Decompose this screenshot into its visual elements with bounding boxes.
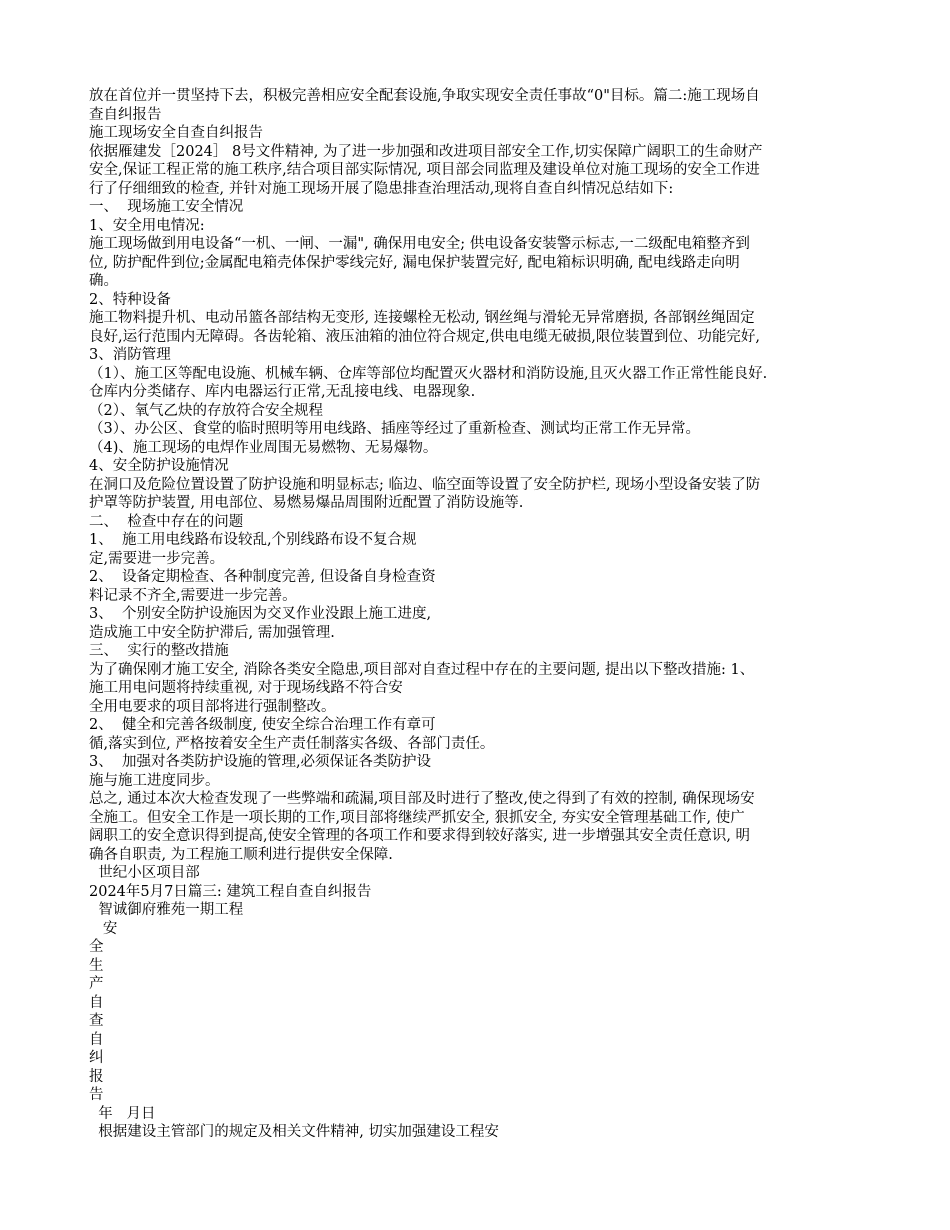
text-line: 施与施工进度同步。 bbox=[89, 772, 220, 789]
text-line: 造成施工中安全防护滞后, 需加强管理. bbox=[89, 624, 335, 641]
text-line: 施工物料提升机、电动吊篮各部结构无变形, 连接螺栓无松动, 钢丝绳与滑轮无异常磨损, 各部钢丝绳固定 bbox=[89, 310, 755, 326]
text-line: 施工用电问题将持续重视, 对于现场线路不符合安 bbox=[89, 680, 403, 696]
text-line: （1）、施工区等配电设施、机械车辆、仓库等部位均配置灭火器材和消防设施,且灭火器工作正常性能良好. bbox=[89, 365, 768, 382]
text-line: 确各自职责, 为工程施工顺利进行提供安全保障. bbox=[89, 846, 393, 863]
text-line: 全施工。但安全工作是一项长期的工作,项目部将继续严抓安全, 狠抓安全, 夯实安全管理基础工作, 使广 bbox=[89, 809, 745, 826]
text-line: 护罩等防护装置, 用电部位、易燃易爆品周围附近配置了消防设施等. bbox=[89, 495, 524, 511]
text-line: 全用电要求的项目部将进行强制整改。 bbox=[89, 698, 336, 715]
text-line: 纠 bbox=[89, 1050, 104, 1066]
text-line: 1、安全用电情况: bbox=[89, 217, 205, 234]
text-line: 依据雁建发［2024］ 8号文件精神, 为了进一步加强和改进项目部安全工作,切实保障广阔职工的生命财产 bbox=[89, 143, 763, 160]
text-line: 安全,保证工程正常的施工秩序,结合项目部实际情况, 项目部会同监理及建设单位对施工现场的安全工作进 bbox=[89, 162, 760, 178]
text-line: 施工现场安全自查自纠报告 bbox=[89, 125, 263, 141]
text-line: 告 bbox=[89, 1087, 104, 1103]
text-line: （3）、办公区、食堂的临时照明等用电线路、插座等经过了重新检查、测试均正常工作无异常。 bbox=[89, 421, 700, 437]
text-line: 根据建设主管部门的规定及相关文件精神, 切实加强建设工程安 bbox=[89, 1124, 499, 1140]
text-line: 在洞口及危险位置设置了防护设施和明显标志; 临边、临空面等设置了安全防护栏, 现场小型设备安装了防 bbox=[89, 476, 761, 493]
text-line: 良好,运行范围内无障碍。各齿轮箱、液压油箱的油位符合规定,供电电缆无破损,限位装置到位、功能完好, bbox=[89, 328, 760, 345]
document-body bbox=[89, 87, 864, 1142]
text-line: 仓库内分类储存、库内电器运行正常,无乱接电线、电器现象. bbox=[89, 384, 476, 400]
text-line: 放在首位并一贯坚持下去，积极完善相应安全配套设施,争取实现安全责任事故“0"目标。篇二:施工现场自 bbox=[89, 88, 760, 104]
text-line: 2024年5月7日篇三: 建筑工程自查自纠报告 bbox=[89, 883, 372, 900]
text-line: 行了仔细细致的检查, 并针对施工现场开展了隐患排查治理活动,现将自查自纠情况总结如下: bbox=[89, 180, 674, 197]
text-line: 年 月日 bbox=[89, 1105, 156, 1122]
text-line: 位, 防护配件到位;金属配电箱壳体保护零线完好, 漏电保护装置完好, 配电箱标识明确, 配电线路走向明 bbox=[89, 254, 740, 271]
text-line: 施工现场做到用电设备“一机、一闸、一漏", 确保用电安全; 供电设备安装警示标志,一二级配电箱整齐到 bbox=[89, 236, 750, 252]
text-line: 查自纠报告 bbox=[89, 106, 162, 123]
text-line: 3、 加强对各类防护设施的管理,必须保证各类防护设 bbox=[89, 754, 432, 770]
text-line: （2）、氧气乙炔的存放符合安全规程 bbox=[89, 402, 323, 419]
text-line: 循,落实到位, 严格按着安全生产责任制落实各级、各部门责任。 bbox=[89, 735, 495, 752]
text-line: （4)、施工现场的电焊作业周围无易燃物、无易爆物。 bbox=[89, 439, 438, 456]
text-line: 确。 bbox=[89, 273, 118, 289]
text-line: 料记录不齐全,需要进一步完善。 bbox=[89, 587, 297, 604]
text-line: 生 bbox=[89, 957, 104, 974]
text-line: 报 bbox=[89, 1068, 104, 1085]
text-line: 为了确保刚才施工安全, 消除各类安全隐患,项目部对自查过程中存在的主要问题, 提出以下整改措施: 1、 bbox=[89, 661, 755, 678]
text-line: 世纪小区项目部 bbox=[89, 865, 200, 881]
text-line: 阔职工的安全意识得到提高,使安全管理的各项工作和要求得到较好落实, 进一步增强其安全责任意识, 明 bbox=[89, 828, 751, 844]
text-line: 4、安全防护设施情况 bbox=[89, 458, 229, 474]
text-line: 2、特种设备 bbox=[89, 291, 171, 308]
text-line: 一、 现场施工安全情况 bbox=[89, 199, 244, 215]
text-line: 3、消防管理 bbox=[89, 347, 171, 363]
text-line: 产 bbox=[89, 976, 104, 992]
text-line: 2、 健全和完善各级制度, 使安全综合治理工作有章可 bbox=[89, 717, 436, 733]
text-line: 1、 施工用电线路布设较乱,个别线路布设不复合规 bbox=[89, 532, 417, 548]
text-line: 定,需要进一步完善。 bbox=[89, 550, 225, 567]
text-line: 总之, 通过本次大检查发现了一些弊端和疏漏,项目部及时进行了整改,使之得到了有效的控制, 确保现场安 bbox=[89, 791, 755, 807]
text-line: 自 bbox=[89, 1031, 104, 1048]
text-line: 自 bbox=[89, 994, 104, 1011]
text-line: 查 bbox=[89, 1013, 104, 1029]
text-line: 三、 实行的整改措施 bbox=[89, 643, 229, 659]
text-line: 3、 个别安全防护设施因为交叉作业没跟上施工进度, bbox=[89, 606, 432, 622]
text-line: 全 bbox=[89, 939, 104, 955]
text-line: 智诚御府雅苑一期工程 bbox=[89, 902, 244, 918]
text-line: 二、 检查中存在的问题 bbox=[89, 513, 244, 530]
text-line: 2、 设备定期检查、各种制度完善, 但设备自身检查资 bbox=[89, 569, 436, 585]
text-line: 安 bbox=[89, 920, 118, 937]
